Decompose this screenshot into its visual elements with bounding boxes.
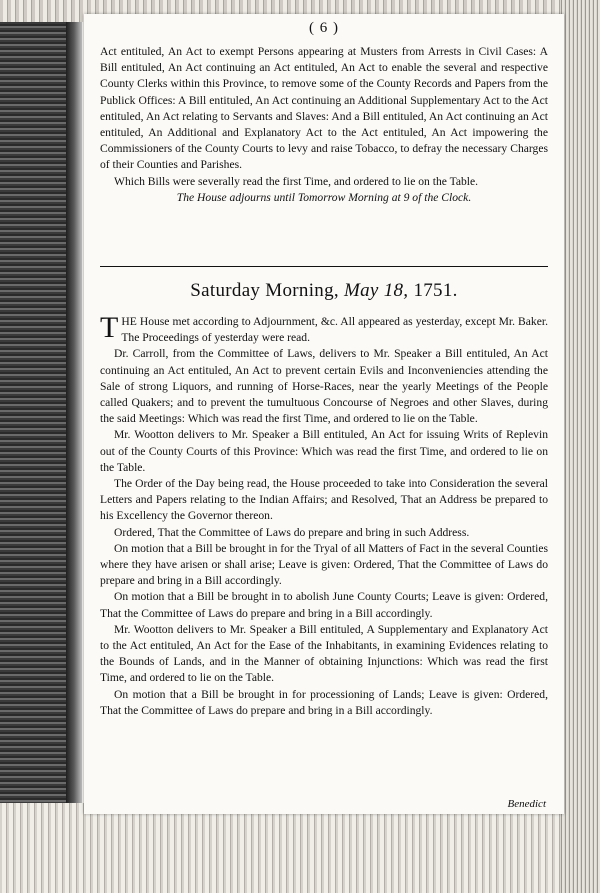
- section-rule: [100, 266, 548, 267]
- paragraph-wootton-supplementary: Mr. Wootton delivers to Mr. Speaker a Bill entituled, A Supplementary and Explanatory Act to the Act entituled, An Act for the Ease of the Inhabitants, in examining Evidences relating to the Bounds of Lands, and in the Manner of obtaining Injunctions: Which was read the first Time, and ordered to lie on the Table.: [100, 622, 548, 685]
- gutter-fold: [66, 0, 82, 893]
- paragraph-carroll-bill: Dr. Carroll, from the Committee of Laws, delivers to Mr. Speaker a Bill entituled, An Act continuing an Act entituled, An Act to prevent certain Evils and Inconveniencies attending the Sale of strong Liquors, and running of Horse-Races, near the yearly Meetings of the People called Quakers; and to prevent the tumultuous Concourse of Negroes and other Slaves, during the said Meetings: Which was read the first Time, and ordered to lie on the Table.: [100, 347, 548, 426]
- heading-year: 1751.: [413, 280, 458, 301]
- continued-bills-text: Act entituled, An Act to exempt Persons appearing at Musters from Arrests in Civil Cases: A Bill entituled, An Act continuing an Act entituled, An Act to enable the several and respective County Clerks within this Province, to remove some of the County Records and Papers from the Publick Offices: A Bill entituled, An Act continuing an Additional Supplementary Act to the Act entituled, An Act relating to Servants and Slaves: And a Bill entituled, An Act continuing an Act entituled, An Additional and Explanatory Act to the Act entituled, An Act impowering the Commissioners of the County Courts to levy and raise Tobacco, to defray the necessary Charges of their Counties and Parishes.: [100, 45, 548, 172]
- document-page: [84, 14, 564, 814]
- page-stack-edge: [560, 0, 600, 893]
- paragraph-june-courts: On motion that a Bill be brought in to abolish June County Courts; Leave is given: Ordered, That the Committee of Laws do prepare and bring in a Bill accordingly.: [100, 590, 548, 620]
- scan-bottom-edge: [0, 803, 600, 893]
- paragraph-wootton-replevin: Mr. Wootton delivers to Mr. Speaker a Bill entituled, An Act for issuing Writs of Replevin out of the County Courts of this Province: Which was read the first Time, and ordered to lie on the Table.: [100, 428, 548, 474]
- paragraph-address-order: Ordered, That the Committee of Laws do prepare and bring in such Address.: [114, 525, 470, 539]
- paragraph-tryal-motion: On motion that a Bill be brought in for the Tryal of all Matters of Fact in the several Counties where they have arisen or shall arise; Leave is given: Ordered, That the Committee of Laws do prepare and bring in a Bill accordingly.: [100, 541, 548, 588]
- adjournment-note: The House adjourns until Tomorrow Morning at 9 of the Clock.: [176, 190, 472, 204]
- paragraph-indian-affairs: The Order of the Day being read, the House proceeded to take into Consideration the several Letters and Papers relating to the Indian Affairs; and Resolved, That an Address be prepared to his Excellency the Governor thereon.: [100, 477, 548, 523]
- paragraph-processioning: On motion that a Bill be brought in for processioning of Lands; Leave is given: Ordered, That the Committee of Laws do prepare and bring in a Bill accordingly.: [100, 687, 548, 717]
- paragraph-opening-text: HE House met according to Adjournment, &c. All appeared as yesterday, except Mr. Baker. The Proceedings of yesterday were read.: [121, 315, 548, 345]
- bills-read-note: Which Bills were severally read the first Time, and ordered to lie on the Table.: [114, 174, 479, 188]
- session-heading: [84, 280, 564, 302]
- paragraph-opening: [100, 311, 548, 346]
- drop-cap: T: [100, 311, 119, 344]
- heading-date: May 18,: [344, 280, 409, 301]
- page-number: ( 6 ): [309, 20, 339, 36]
- heading-day: Saturday Morning,: [190, 280, 339, 301]
- session-proceedings: [100, 311, 548, 719]
- continued-bill-list: [100, 44, 548, 206]
- catchword: Benedict: [507, 798, 546, 810]
